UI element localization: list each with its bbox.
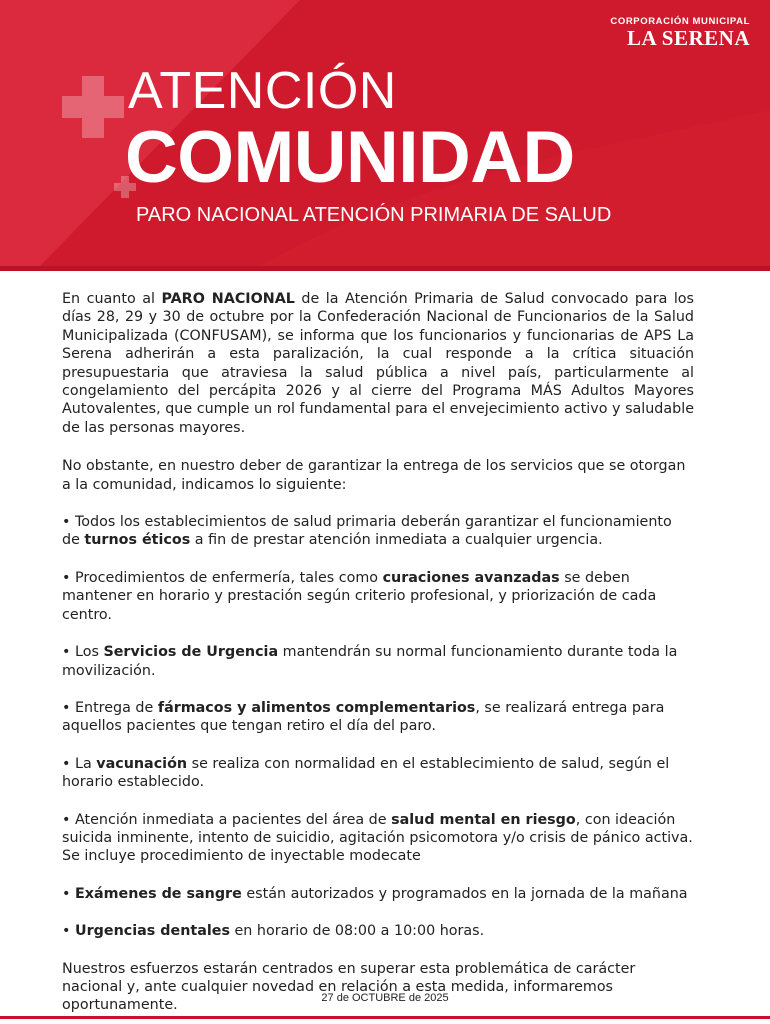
list-item-bold: curaciones avanzadas xyxy=(382,569,560,586)
list-item-bold: Exámenes de sangre xyxy=(74,885,242,902)
list-item xyxy=(62,922,694,940)
list-item-bold: salud mental en riesgo xyxy=(391,811,576,828)
banner-bottom-strip xyxy=(0,266,770,271)
list-item-bold: vacunación xyxy=(96,755,188,772)
organization-name-main: LA SERENA xyxy=(627,26,750,50)
intro-text-post: de la Atención Primaria de Salud convocado para los días 28, 29 y 30 de octubre por la Confederación Nacional de Funcionarios de la Salud Municipalizada (CONFUSAM), se informa que los funcionarios y funcionarias de APS La Serena adherirán a esta paralización, la cual responde a la crítica situación presupuestaria que atraviesa la salud pública a nivel país, particularmente al congelamiento del percápita 2026 y al cierre del Programa MÁS Adultos Mayores Autovalentes, que cumple un rol fundamental para el envejecimiento activo y saludable de las personas mayores. xyxy=(62,291,695,436)
intro-paragraph xyxy=(62,290,694,437)
list-item xyxy=(62,885,694,903)
list-item-text: • xyxy=(62,923,75,940)
intro-text-pre: En cuanto al xyxy=(62,291,162,307)
list-item xyxy=(62,699,694,736)
organization-logo xyxy=(610,16,750,49)
list-item-bold: Servicios de Urgencia xyxy=(103,644,279,661)
list-item xyxy=(62,569,694,624)
list-item xyxy=(62,513,694,550)
list-item-text: , se realizará entrega para aquellos pacientes que tengan retiro el día del paro. xyxy=(62,699,665,735)
intro-text-bold: PARO NACIONAL xyxy=(161,291,295,307)
organization-name-top: CORPORACIÓN MUNICIPAL xyxy=(610,16,750,27)
list-item-bold: turnos éticos xyxy=(84,532,191,549)
list-item-text: • Todos los establecimientos de salud primaria deberán garantizar el funcionamiento de xyxy=(62,514,672,549)
list-item-text: están autorizados y programados en la jornada de la mañana xyxy=(241,885,688,902)
list-item xyxy=(62,811,694,866)
list-item-text: • Los xyxy=(62,644,104,661)
service-list xyxy=(62,513,694,941)
list-item-text: mantendrán su normal funcionamiento durante toda la movilización. xyxy=(62,644,678,679)
list-item-text: • Atención inmediata a pacientes del área de xyxy=(62,811,392,828)
list-item-bold: Urgencias dentales xyxy=(74,923,230,940)
subtitle: PARO NACIONAL ATENCIÓN PRIMARIA DE SALUD xyxy=(136,204,612,226)
list-item-text: en horario de 08:00 a 10:00 horas. xyxy=(229,923,485,940)
second-paragraph: No obstante, en nuestro deber de garantizar la entrega de los servicios que se otorgan a la comunidad, indicamos lo siguiente: xyxy=(62,458,686,493)
list-item-text: a fin de prestar atención inmediata a cualquier urgencia. xyxy=(190,532,603,549)
header-banner xyxy=(0,0,770,266)
footer-rule xyxy=(0,1016,770,1019)
list-item-text: se realiza con normalidad en el establecimiento de salud, según el horario establecido. xyxy=(62,755,670,791)
closing-paragraph: Nuestros esfuerzos estarán centrados en superar esta problemática de carácter nacional y, ante cualquier novedad en relación a esta medida, informaremos oportunamente. xyxy=(62,960,636,1014)
list-item xyxy=(62,643,694,680)
list-item-text: se deben mantener en horario y prestación según criterio profesional, y priorización de cada centro. xyxy=(62,569,657,623)
list-item-bold: fármacos y alimentos complementarios xyxy=(157,699,476,716)
list-item-text: • La xyxy=(62,755,97,772)
list-item-text: • Entrega de xyxy=(62,699,158,716)
notice-body xyxy=(62,290,694,1015)
list-item-text: • Procedimientos de enfermería, tales como xyxy=(62,569,383,586)
title-line-2: COMUNIDAD xyxy=(125,117,575,198)
title-line-1: ATENCIÓN xyxy=(128,62,397,120)
list-item xyxy=(62,755,694,792)
list-item-text: • xyxy=(62,885,75,902)
publication-date: 27 de OCTUBRE de 2025 xyxy=(321,992,449,1004)
list-item-text: , con ideación suicida inminente, intento de suicidio, agitación psicomotora y/o crisis de pánico activa. Se incluye procedimiento de inyectable modecate xyxy=(62,811,693,865)
